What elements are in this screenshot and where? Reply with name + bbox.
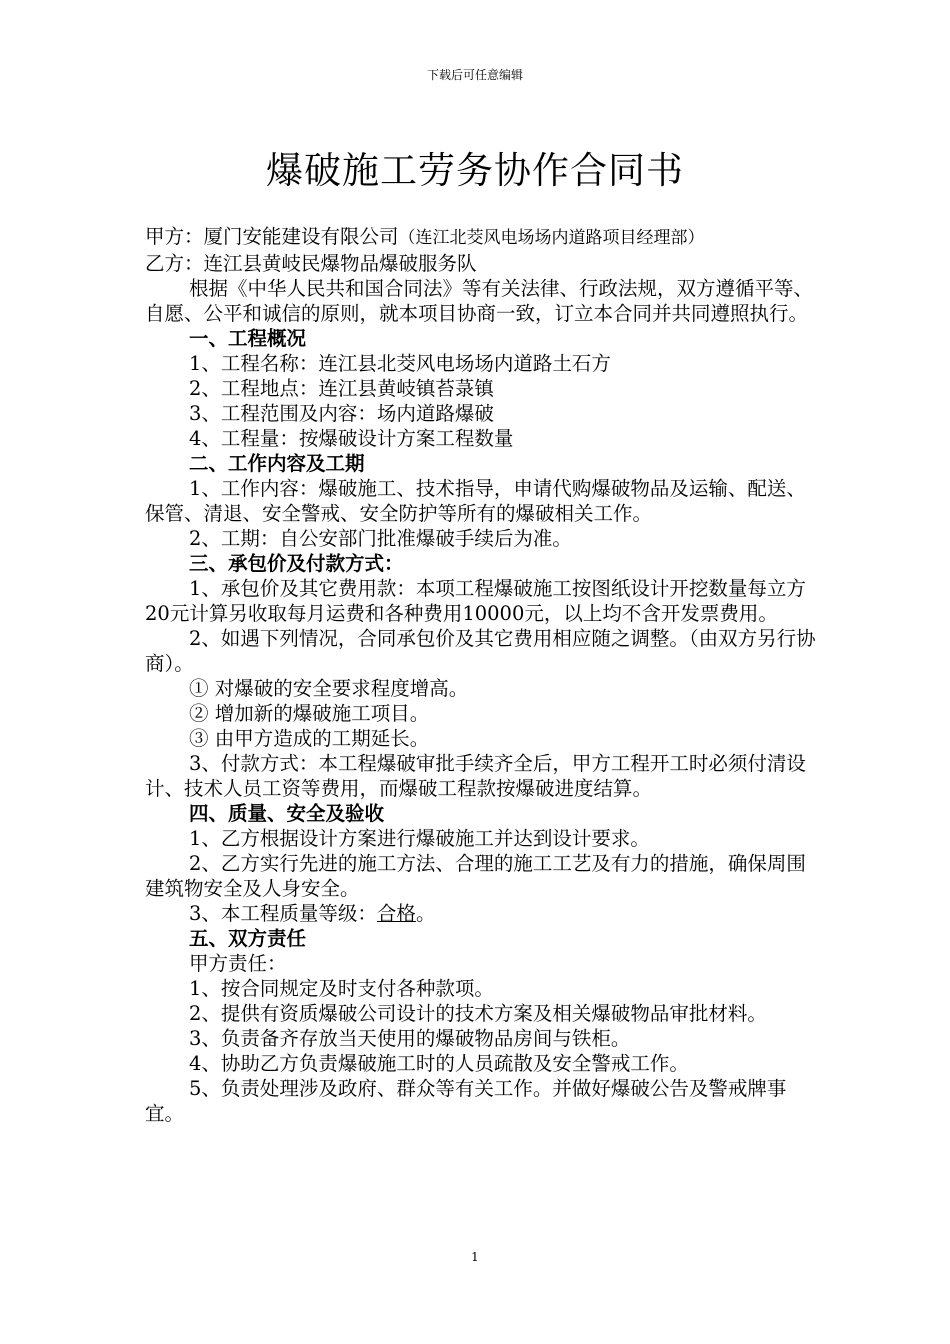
page-header: 下载后可任意编辑 (426, 68, 523, 82)
page-number: 1 (471, 1250, 479, 1264)
intro-paragraph: 根据《中华人民共和国合同法》等有关法律、行政法规，双方遵循平等、自愿、公平和诚信的原则，就本项目协商一致，订立本合同并共同遵照执行。 (145, 277, 814, 325)
section-2-heading: 二、工作内容及工期 (189, 452, 365, 475)
document-title: 爆破施工劳务协作合同书 (266, 149, 684, 192)
party-a-note: （连江北茭风电场场内道路项目经理部） (398, 228, 705, 248)
section-3-item: 2、如遇下列情况，合同承包价及其它费用相应随之调整。（由双方另行协商）。 (145, 627, 816, 675)
section-3-item: ② 增加新的爆破施工项目。 (189, 702, 430, 725)
section-1-item: 3、工程范围及内容：场内道路爆破 (189, 402, 494, 425)
quality-grade-suffix: 。 (415, 902, 436, 925)
section-1-heading: 一、工程概况 (189, 327, 307, 350)
section-5-item: 4、协助乙方负责爆破施工时的人员疏散及安全警戒工作。 (189, 1052, 689, 1075)
section-5-item: 5、负责处理涉及政府、群众等有关工作。并做好爆破公告及警戒牌事宜。 (145, 1077, 787, 1125)
quality-grade-prefix: 3、本工程质量等级： (189, 902, 377, 925)
section-3-item: ① 对爆破的安全要求程度增高。 (189, 677, 469, 700)
party-a (145, 224, 825, 251)
section-1-item: 2、工程地点：连江县黄岐镇苔菉镇 (189, 377, 494, 400)
section-1-item: 4、工程量：按爆破设计方案工程数量 (189, 427, 514, 450)
section-4-heading: 四、质量、安全及验收 (189, 802, 385, 825)
section-4-item: 1、乙方根据设计方案进行爆破施工并达到设计要求。 (189, 827, 650, 850)
section-4-item: 2、乙方实行先进的施工方法、合理的施工工艺及有力的措施，确保周围建筑物安全及人身安全。 (145, 852, 806, 900)
section-3-item: 1、承包价及其它费用款：本项工程爆破施工按图纸设计开挖数量每立方20元计算另收取每月运费和各种费用10000元，以上均不含开发票费用。 (145, 577, 806, 625)
party-a-duties-label: 甲方责任： (189, 952, 287, 975)
quality-grade-value: 合格 (376, 902, 416, 925)
section-3-item: ③ 由甲方造成的工期延长。 (189, 727, 430, 750)
section-2-item: 1、工作内容：爆破施工、技术指导，申请代购爆破物品及运输、配送、保管、清退、安全警戒、安全防护等所有的爆破相关工作。 (145, 477, 806, 525)
section-3-heading: 三、承包价及付款方式： (189, 552, 404, 575)
section-1-item: 1、工程名称：连江县北茭风电场场内道路土石方 (189, 352, 611, 375)
section-5-heading: 五、双方责任 (189, 927, 307, 950)
section-2-item: 2、工期：自公安部门批准爆破手续后为准。 (189, 527, 572, 550)
party-b: 乙方：连江县黄岐民爆物品爆破服务队 (145, 252, 477, 275)
party-a-label: 甲方：厦门安能建设有限公司 (145, 225, 399, 248)
section-5-item: 2、提供有资质爆破公司设计的技术方案及相关爆破物品审批材料。 (189, 1002, 767, 1025)
section-3-item: 3、付款方式：本工程爆破审批手续齐全后，甲方工程开工时必须付清设计、技术人员工资等费用，而爆破工程款按爆破进度结算。 (145, 752, 806, 800)
contract-body (145, 224, 825, 1126)
section-5-item: 1、按合同规定及时支付各种款项。 (189, 977, 494, 1000)
quality-grade-line (145, 901, 825, 926)
section-5-item: 3、负责备齐存放当天使用的爆破物品房间与铁柜。 (189, 1027, 631, 1050)
